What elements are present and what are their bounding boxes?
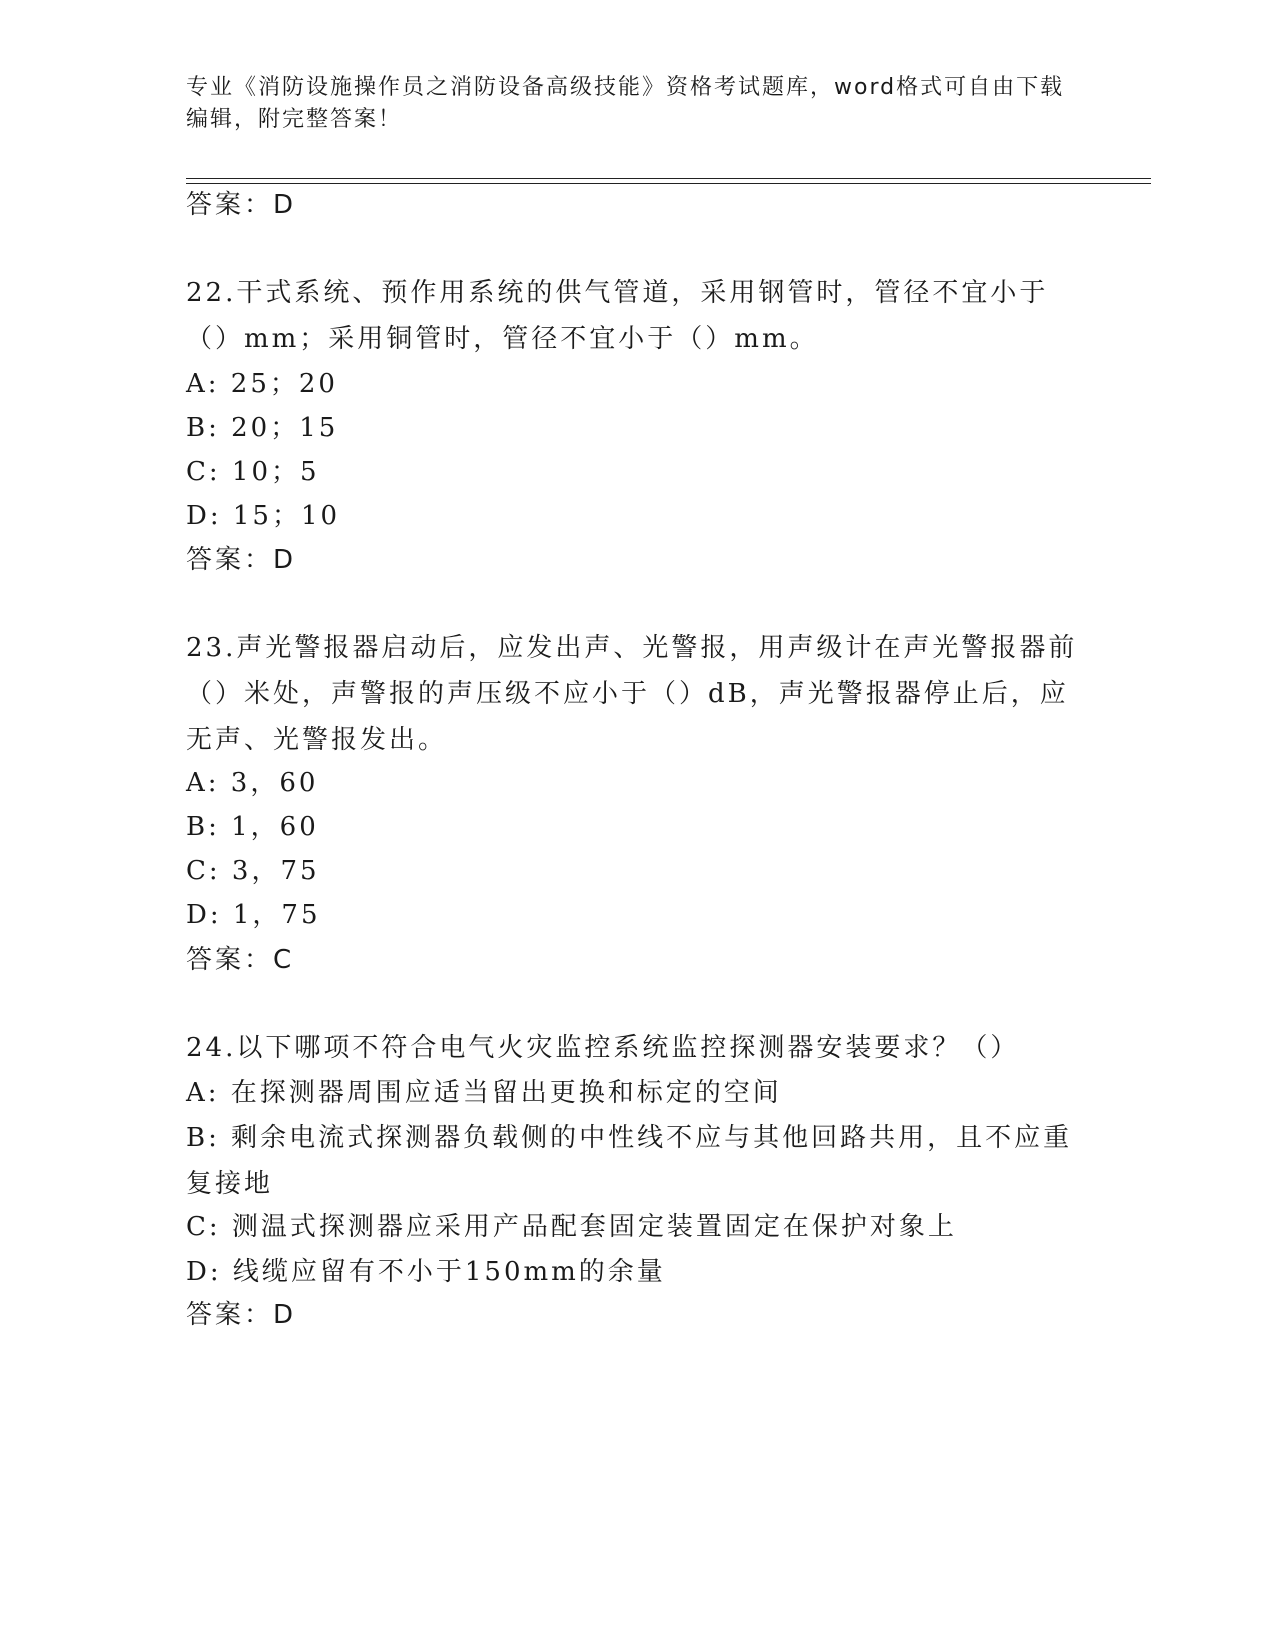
option-c: C: 测温式探测器应采用产品配套固定装置固定在保护对象上 <box>186 1212 957 1242</box>
option-b: B: 1，60 <box>186 812 319 842</box>
option-d: D: 1，75 <box>186 900 321 930</box>
document-header: 专业《消防设施操作员之消防设备高级技能》资格考试题库，word格式可自由下载编辑，附完整答案！ <box>186 75 1065 132</box>
answer-line: 答案：D <box>186 190 297 220</box>
option-b: B: 剩余电流式探测器负载侧的中性线不应与其他回路共用，且不应重复接地 <box>186 1123 1073 1199</box>
header-divider-line <box>186 178 1151 179</box>
option-a: A: 25；20 <box>186 369 338 399</box>
answer-line: 答案：D <box>186 545 297 575</box>
answer-line: 答案：D <box>186 1300 297 1330</box>
option-a: A: 在探测器周围应适当留出更换和标定的空间 <box>186 1078 782 1108</box>
option-d: D: 线缆应留有不小于150mm的余量 <box>186 1257 666 1287</box>
header-divider-line-secondary <box>186 183 1151 184</box>
question-stem: 22.干式系统、预作用系统的供气管道，采用钢管时，管径不宜小于（）mm；采用铜管时，管径不宜小于（）mm。 <box>186 278 1049 354</box>
answer-line: 答案：C <box>186 945 295 975</box>
option-a: A: 3，60 <box>186 768 319 798</box>
question-stem: 24.以下哪项不符合电气火灾监控系统监控探测器安装要求？（） <box>186 1033 1020 1063</box>
option-c: C: 10；5 <box>186 457 320 487</box>
question-stem: 23.声光警报器启动后，应发出声、光警报，用声级计在声光警报器前（）米处，声警报的声压级不应小于（）dB，声光警报器停止后，应无声、光警报发出。 <box>186 633 1078 755</box>
option-b: B: 20；15 <box>186 413 339 443</box>
option-d: D: 15；10 <box>186 501 341 531</box>
option-c: C: 3，75 <box>186 856 320 886</box>
